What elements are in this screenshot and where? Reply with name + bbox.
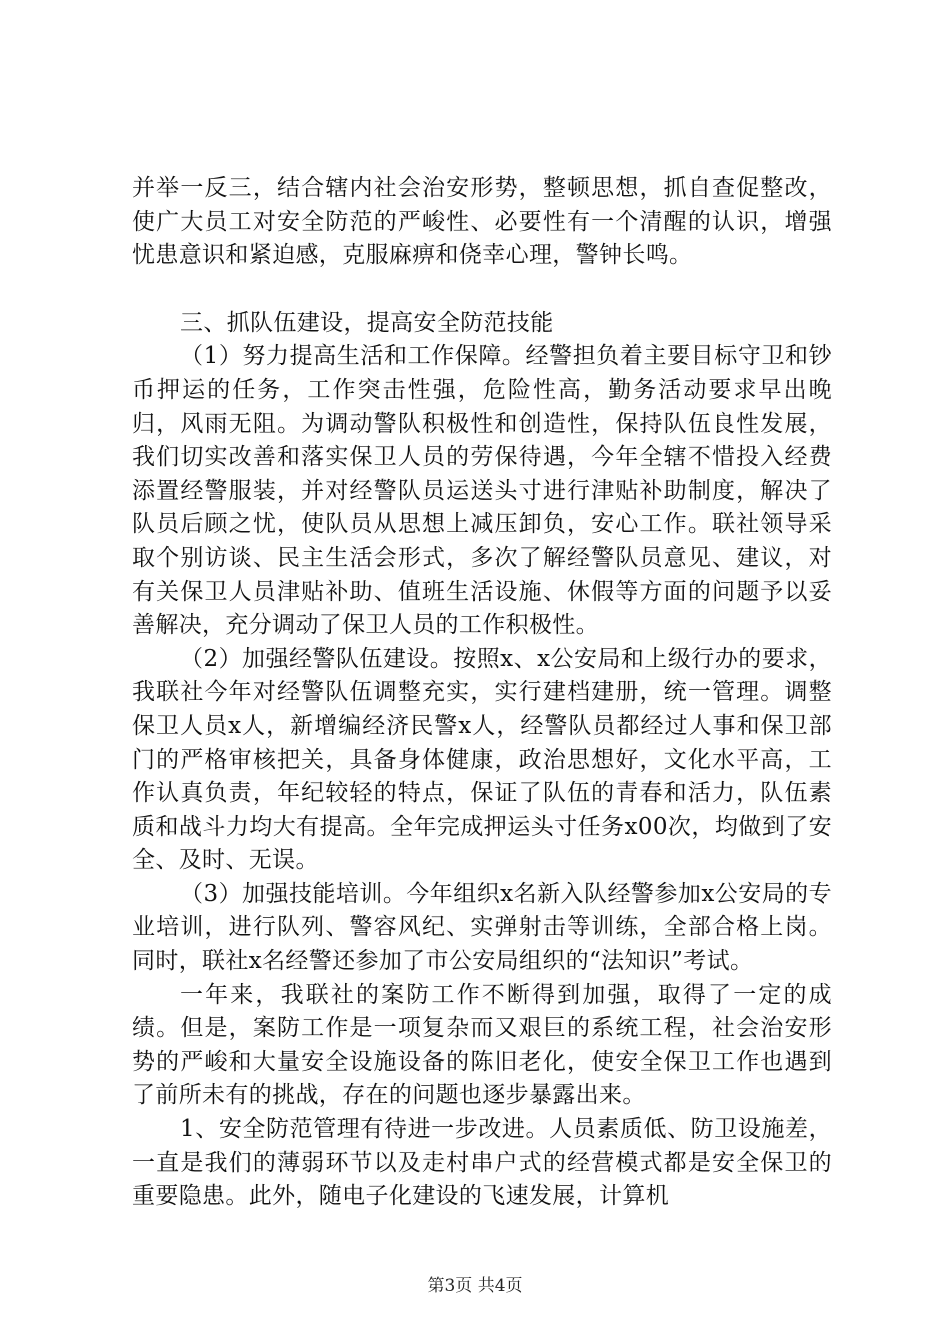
- paragraph-continuation: 并举一反三，结合辖内社会治安形势，整顿思想，抓自查促整改，使广大员工对安全防范的严峻性、必要性有一个清醒的认识，增强忧患意识和紧迫感，克服麻痹和侥幸心理，警钟长鸣。: [132, 175, 832, 269]
- paragraph-item-1: （1）努力提高生活和工作保障。经警担负着主要目标守卫和钞币押运的任务，工作突击性强，危险性高，勤务活动要求早出晚归，风雨无阻。为调动警队积极性和创造性，保持队伍良性发展，我们切实改善和落实保卫人员的劳保待遇，今年全辖不惜投入经费添置经警服装，并对经警队员运送头寸进行津贴补助制度，解决了队员后顾之忧，使队员从思想上减压卸负，安心工作。联社领导采取个别访谈、民主生活会形式，多次了解经警队员意见、建议，对有关保卫人员津贴补助、值班生活设施、休假等方面的问题予以妥善解决，充分调动了保卫人员的工作积极性。: [132, 343, 832, 639]
- paragraph-issue-1: 1、安全防范管理有待进一步改进。人员素质低、防卫设施差，一直是我们的薄弱环节以及走村串户式的经营模式都是安全保卫的重要隐患。此外，随电子化建设的飞速发展，计算机: [132, 1116, 832, 1210]
- paragraph-summary: 一年来，我联社的案防工作不断得到加强，取得了一定的成绩。但是，案防工作是一项复杂而又艰巨的系统工程，社会治安形势的严峻和大量安全设施设备的陈旧老化，使安全保卫工作也遇到了前所未有的挑战，存在的问题也逐步暴露出来。: [132, 981, 832, 1109]
- section-heading: 三、抓队伍建设，提高安全防范技能: [180, 309, 554, 336]
- page-footer: 第3页 共4页: [427, 1276, 523, 1296]
- paragraph-item-3: （3）加强技能培训。今年组织x名新入队经警参加x公安局的专业培训，进行队列、警容风纪、实弹射击等训练，全部合格上岗。同时，联社x名经警还参加了市公安局组织的“法知识”考试。: [132, 880, 832, 975]
- document-body: [132, 172, 832, 1214]
- paragraph-item-2: （2）加强经警队伍建设。按照x、x公安局和上级行办的要求，我联社今年对经警队伍调整充实，实行建档建册，统一管理。调整保卫人员x人，新增编经济民警x人，经警队员都经过人事和保卫部门的严格审核把关，具备身体健康，政治思想好，文化水平高，工作认真负责，年纪较轻的特点，保证了队伍的青春和活力，队伍素质和战斗力均大有提高。全年完成押运头寸任务x00次，均做到了安全、及时、无误。: [132, 645, 832, 874]
